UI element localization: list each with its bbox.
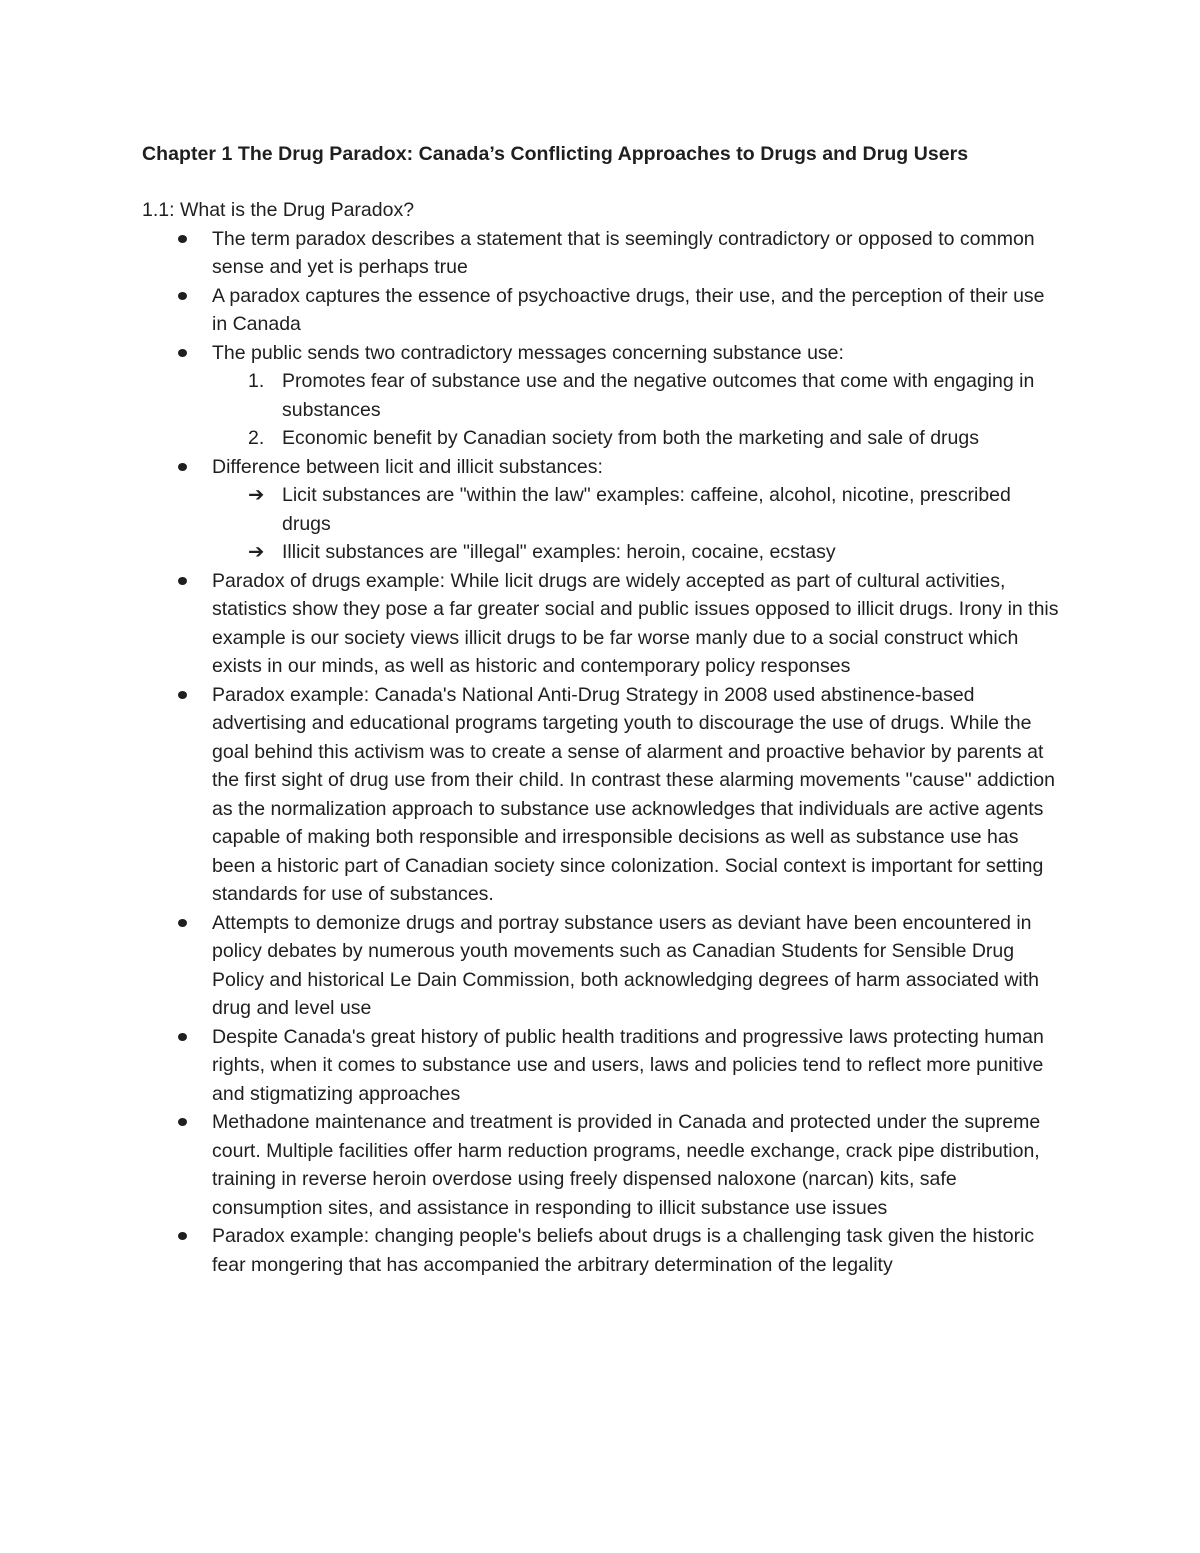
bullet-dot-icon <box>178 349 187 357</box>
bullet-dot-icon <box>178 691 187 699</box>
bullet-dot-icon <box>178 919 187 927</box>
arrow-item <box>212 538 1062 567</box>
bullet-dot-icon <box>178 235 187 243</box>
arrow-item <box>212 481 1062 538</box>
bullet-item <box>142 681 1062 909</box>
bullet-text: Paradox example: Canada's National Anti-Drug Strategy in 2008 used abstinence-based advertising and educational programs targeting youth to discourage the use of drugs. While the goal behind this activism was to create a sense of alarment and proactive behavior by parents at the first sight of drug use from their child. In contrast these alarming movements "cause" addiction as the normalization approach to substance use acknowledges that individuals are active agents capable of making both responsible and irresponsible decisions as well as substance use has been a historic part of Canadian society since colonization. Social context is important for setting standards for use of substances. <box>212 683 1055 905</box>
numbered-item-text: Promotes fear of substance use and the negative outcomes that come with engaging in substances <box>282 370 1035 421</box>
numbered-item-text: Economic benefit by Canadian society from both the marketing and sale of drugs <box>282 427 979 449</box>
bullet-text: Difference between licit and illicit substances: <box>212 455 603 478</box>
bullet-dot-icon <box>178 577 187 585</box>
bullet-text: Paradox example: changing people's beliefs about drugs is a challenging task given the historic fear mongering that has accompanied the arbitrary determination of the legality <box>212 1225 1035 1276</box>
arrow-sublist <box>212 481 1062 567</box>
bullet-dot-icon <box>178 1232 187 1240</box>
number-marker: 2. <box>248 427 265 449</box>
bullet-item <box>142 1222 1062 1279</box>
bullet-list <box>142 225 1062 1280</box>
bullet-dot-icon <box>178 1118 187 1126</box>
bullet-text: The term paradox describes a statement that is seemingly contradictory or opposed to common sense and yet is perhaps true <box>212 227 1035 278</box>
bullet-item <box>142 1023 1062 1109</box>
bullet-text: Attempts to demonize drugs and portray substance users as deviant have been encountered in policy debates by numerous youth movements such as Canadian Students for Sensible Drug Policy and historical Le Dain Commission, both acknowledging degrees of harm associated with drug and level use <box>212 911 1040 1019</box>
bullet-text: Methadone maintenance and treatment is provided in Canada and protected under the supreme court. Multiple facilities offer harm reduction programs, needle exchange, crack pipe distribution, training in reverse heroin overdose using freely dispensed naloxone (narcan) kits, safe consumption sites, and assistance in responding to illicit substance use issues <box>212 1111 1041 1219</box>
document-page <box>142 139 1062 1279</box>
bullet-text: Despite Canada's great history of public health traditions and progressive laws protecting human rights, when it comes to substance use and users, laws and policies tend to reflect more punitive and stigmatizing approaches <box>212 1025 1044 1105</box>
bullet-item <box>142 1108 1062 1222</box>
arrow-right-icon: ➔ <box>248 484 265 506</box>
bullet-dot-icon <box>178 463 187 471</box>
bullet-text: The public sends two contradictory messages concerning substance use: <box>212 341 844 364</box>
bullet-item <box>142 909 1062 1023</box>
arrow-right-icon: ➔ <box>248 541 265 563</box>
arrow-item-text: Licit substances are "within the law" examples: caffeine, alcohol, nicotine, prescribed drugs <box>282 484 1011 535</box>
bullet-item <box>142 282 1062 339</box>
number-marker: 1. <box>248 370 265 392</box>
bullet-text: A paradox captures the essence of psychoactive drugs, their use, and the perception of their use in Canada <box>212 284 1045 335</box>
numbered-item <box>212 367 1062 424</box>
arrow-item-text: Illicit substances are "illegal" examples: heroin, cocaine, ecstasy <box>282 541 836 563</box>
section-heading: 1.1: What is the Drug Paradox? <box>142 199 415 221</box>
bullet-item <box>142 339 1062 453</box>
bullet-dot-icon <box>178 292 187 300</box>
bullet-item <box>142 453 1062 567</box>
bullet-item <box>142 225 1062 282</box>
bullet-dot-icon <box>178 1033 187 1041</box>
bullet-text: Paradox of drugs example: While licit drugs are widely accepted as part of cultural activities, statistics show they pose a far greater social and public issues opposed to illicit drugs. Irony in this example is our society views illicit drugs to be far worse manly due to a social construct which exists in our minds, as well as historic and contemporary policy responses <box>212 569 1059 677</box>
chapter-title: Chapter 1 The Drug Paradox: Canada’s Conflicting Approaches to Drugs and Drug Users <box>142 143 969 165</box>
bullet-item <box>142 567 1062 681</box>
numbered-sublist <box>212 367 1062 453</box>
numbered-item <box>212 424 1062 453</box>
